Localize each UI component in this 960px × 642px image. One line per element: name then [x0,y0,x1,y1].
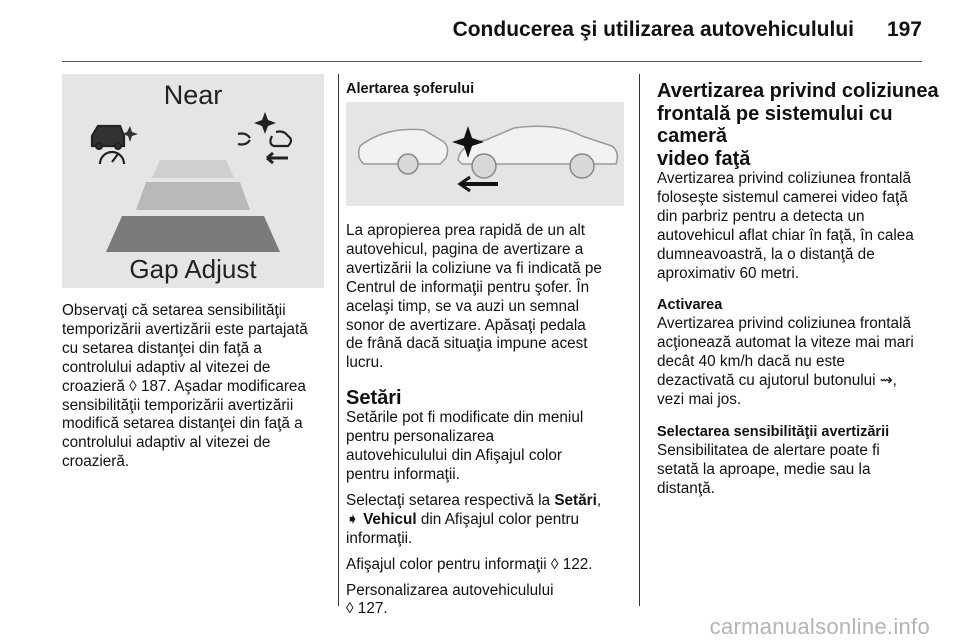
page-reference: ◊ 127. [346,600,388,618]
col2-line: sonor de avertizare. Apăsaţi pedala [346,316,586,334]
col3-line: dumneavoastră, la o distanţă de [657,245,875,263]
col3-line: Sensibilitatea de alertare poate fi [657,441,880,459]
col1-line: temporizării avertizării este partajată [62,320,308,338]
col3-line: autovehicul aflat chiar în faţă, în calea [657,226,914,244]
col3-line: aproximativ 60 metri. [657,264,799,282]
backward-arrow-icon [460,177,498,191]
col2-line: Personalizarea autovehiculului [346,581,554,599]
col2-settings-path-line2: ➧ Vehicul din Afişajul color pentru [346,510,580,528]
col3-line: foloseşte sistemul camerei video faţă [657,188,908,206]
col1-line: modifică setarea distanţei din faţă a [62,415,303,433]
menu-vehicle-label: Vehicul [363,510,417,528]
car-speed-icon [92,126,138,164]
col3-line: Avertizarea privind coliziunea frontală [657,170,911,187]
col2-line: pentru personalizarea [346,428,494,446]
col2-line: Setările pot fi modificate din meniul [346,409,584,427]
col1-line: controlului adaptiv al vitezei de [62,358,271,376]
collision-alert-icon [238,112,291,163]
col2-line: pentru informaţii. [346,465,460,483]
col2-line: informaţii. [346,529,413,547]
col3-line: Avertizarea privind coliziunea frontală [657,315,911,333]
col1-line: croazieră. [62,453,130,471]
col2-line: acelaşi timp, se va auzi un semnal [346,297,579,315]
activation-subhead: Activarea [657,297,723,314]
car-following-graphic [346,102,624,206]
column-divider-1 [338,74,339,606]
col1-line: controlului adaptiv al vitezei de [62,434,271,452]
gap-bar-far [106,216,280,252]
page-number: 197 [886,18,922,41]
col1-line: Observaţi că setarea sensibilităţii [62,302,286,319]
column-1 [62,302,334,472]
col3-line: distanţă. [657,479,715,497]
col3-line: din parbriz pentru a detecta un [657,207,865,225]
gap-adjust-figure [62,74,324,288]
column-3 [657,80,957,499]
col2-settings-path: Selectaţi setarea respectivă la Setări, [346,491,602,509]
sensitivity-subhead: Selectarea sensibilităţii avertizării [657,423,890,440]
col1-line: cu setarea distanţei din faţă a [62,339,262,357]
gap-bar-medium [136,182,250,210]
column-divider-2 [639,74,640,606]
settings-section-title: Setări [346,387,402,410]
driver-alert-subhead: Alertarea şoferului [346,81,475,97]
gap-bar-near [152,160,234,178]
col3-line: acţionează automat la viteze mai mari [657,334,914,352]
front-car-icon [458,126,617,178]
col2-line: autovehiculului din Afişajul color [346,447,562,465]
figure-near-label: Near [163,80,223,110]
column-2 [346,222,636,619]
col2-line: lucru. [346,354,384,372]
col3-line: setată la aproape, medie sau la [657,460,871,478]
header-title: Conducerea şi utilizarea autovehiculului [452,18,854,41]
col2-line: La apropierea prea rapidă de un alt [346,222,585,239]
col2-line: Centrul de informaţii pentru şofer. În [346,278,590,296]
col2-line: avertizării la coliziune va fi indicată pe [346,259,602,277]
rear-car-icon [359,129,448,174]
header-rule [62,61,922,62]
menu-arrow-icon: ➧ [346,510,359,528]
page-header [0,0,960,62]
menu-settings-label: Setări [554,491,597,509]
col2-line: autovehicul, pagina de avertizare a [346,240,584,258]
figure-gap-adjust-label: Gap Adjust [129,254,257,284]
col1-line: croazieră ◊ 187. Aşadar modificarea [62,377,306,395]
page-reference: ◊ 122. [550,555,593,573]
fcw-title: frontală pe sistemului cu cameră [657,102,893,147]
fcw-title: video faţă [657,147,751,170]
fcw-title: Avertizarea privind coliziunea [657,80,939,102]
col3-line: decât 40 km/h dacă nu este [657,353,845,371]
col2-line: de frână dacă situaţia impune acest [346,335,588,353]
col1-line: sensibilităţii temporizării avertizării [62,396,294,414]
col3-line: vezi mai jos. [657,390,742,408]
driver-alert-figure [346,102,624,206]
col3-line: dezactivată cu ajutorul butonului ⇝, [657,372,897,390]
watermark: carmanualsonline.info [709,614,930,639]
col2-display-ref: Afişajul color pentru informaţii ◊ 122. [346,555,593,573]
